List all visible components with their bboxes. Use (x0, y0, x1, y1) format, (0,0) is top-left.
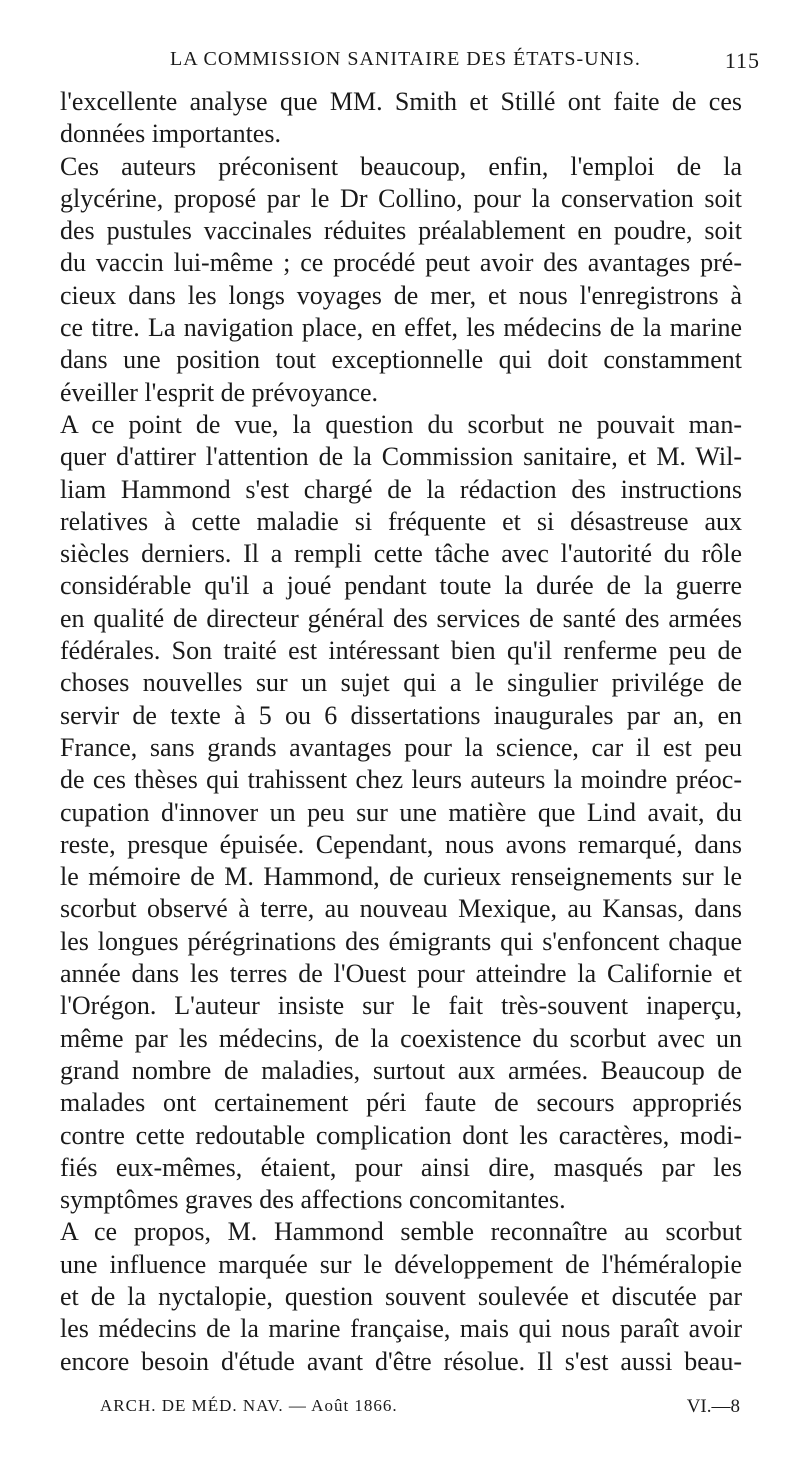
text-line: cupation d'innover un peu sur une matière que Lind avait, du (60, 797, 742, 827)
text-line: A ce point de vue, la question du scorbut ne pouvait man- (60, 409, 742, 439)
text-line: données importantes. (60, 119, 281, 149)
text-line: des pustules vaccinales réduites préalablement en poudre, soit (60, 216, 742, 246)
text-line: considérable qu'il a joué pendant toute la durée de la guerre (60, 571, 742, 601)
text-line: dans une position tout exceptionnelle qui doit constamment (60, 345, 742, 375)
text-line: scorbut observé à terre, au nouveau Mexique, au Kansas, dans (60, 894, 742, 924)
signature-mark: VI.—8 (686, 1396, 740, 1417)
text-line: relatives à cette maladie si fréquente et si désastreuse aux (60, 506, 742, 536)
running-title: LA COMMISSION SANITAIRE DES ÉTATS-UNIS. (170, 48, 641, 70)
text-line: malades ont certainement péri faute de secours appropriés (60, 1088, 742, 1118)
text-line: et de la nyctalopie, question souvent soulevée et discutée par (60, 1281, 742, 1311)
text-line: symptômes graves des affections concomitantes. (60, 1185, 566, 1215)
text-line: reste, presque épuisée. Cependant, nous avons remarqué, dans (60, 829, 742, 859)
text-line: grand nombre de maladies, surtout aux armées. Beaucoup de (60, 1055, 742, 1085)
text-line: siècles derniers. Il a rempli cette tâche avec l'autorité du rôle (60, 539, 742, 569)
running-header (170, 48, 770, 78)
text-line: du vaccin lui-même ; ce procédé peut avoir des avantages pré- (60, 248, 742, 278)
text-line: servir de texte à 5 ou 6 dissertations inaugurales par an, en (60, 700, 742, 730)
journal-citation: ARCH. DE MÉD. NAV. — Août 1866. (100, 1396, 398, 1415)
text-line: le mémoire de M. Hammond, de curieux renseignements sur le (60, 862, 742, 892)
text-line: l'Orégon. L'auteur insiste sur le fait très-souvent inaperçu, (60, 991, 742, 1021)
text-line: quer d'attirer l'attention de la Commission sanitaire, et M. Wil- (60, 442, 742, 472)
text-line: ce titre. La navigation place, en effet, les médecins de la marine (60, 313, 742, 343)
text-line: A ce propos, M. Hammond semble reconnaître au scorbut (60, 1217, 742, 1247)
text-line: France, sans grands avantages pour la science, car il est peu (60, 732, 742, 762)
text-line: les longues pérégrinations des émigrants qui s'enfoncent chaque (60, 926, 742, 956)
text-line: cieux dans les longs voyages de mer, et nous l'enregistrons à (60, 280, 742, 310)
text-line: une influence marquée sur le développement de l'héméralopie (60, 1249, 742, 1279)
text-line: l'excellente analyse que MM. Smith et Stillé ont faite de ces (60, 87, 742, 116)
text-line: fédérales. Son traité est intéressant bien qu'il renferme peu de (60, 636, 742, 666)
text-line: liam Hammond s'est chargé de la rédaction des instructions (60, 474, 742, 504)
page-footer (100, 1396, 740, 1424)
text-line: en qualité de directeur général des services de santé des armées (60, 603, 742, 633)
text-line: éveiller l'esprit de prévoyance. (60, 377, 378, 407)
text-line: choses nouvelles sur un sujet qui a le singulier privilége de (60, 668, 742, 698)
text-line: les médecins de la marine française, mais qui nous paraît avoir (60, 1314, 742, 1344)
text-line: de ces thèses qui trahissent chez leurs auteurs la moindre préoc- (60, 765, 742, 795)
text-line: fiés eux-mêmes, étaient, pour ainsi dire, masqués par les (60, 1152, 742, 1182)
text-line: glycérine, proposé par le Dr Collino, pour la conservation soit (60, 183, 742, 213)
text-line: contre cette redoutable complication dont les caractères, modi- (60, 1120, 742, 1150)
text-line: même par les médecins, de la coexistence du scorbut avec un (60, 1023, 742, 1053)
page-number: 115 (724, 48, 760, 73)
text-line: Ces auteurs préconisent beaucoup, enfin, l'emploi de la (60, 151, 742, 181)
text-line: année dans les terres de l'Ouest pour atteindre la Californie et (60, 959, 742, 989)
body-text (60, 86, 742, 1378)
text-line: encore besoin d'étude avant d'être résolue. Il s'est aussi beau- (60, 1346, 742, 1376)
